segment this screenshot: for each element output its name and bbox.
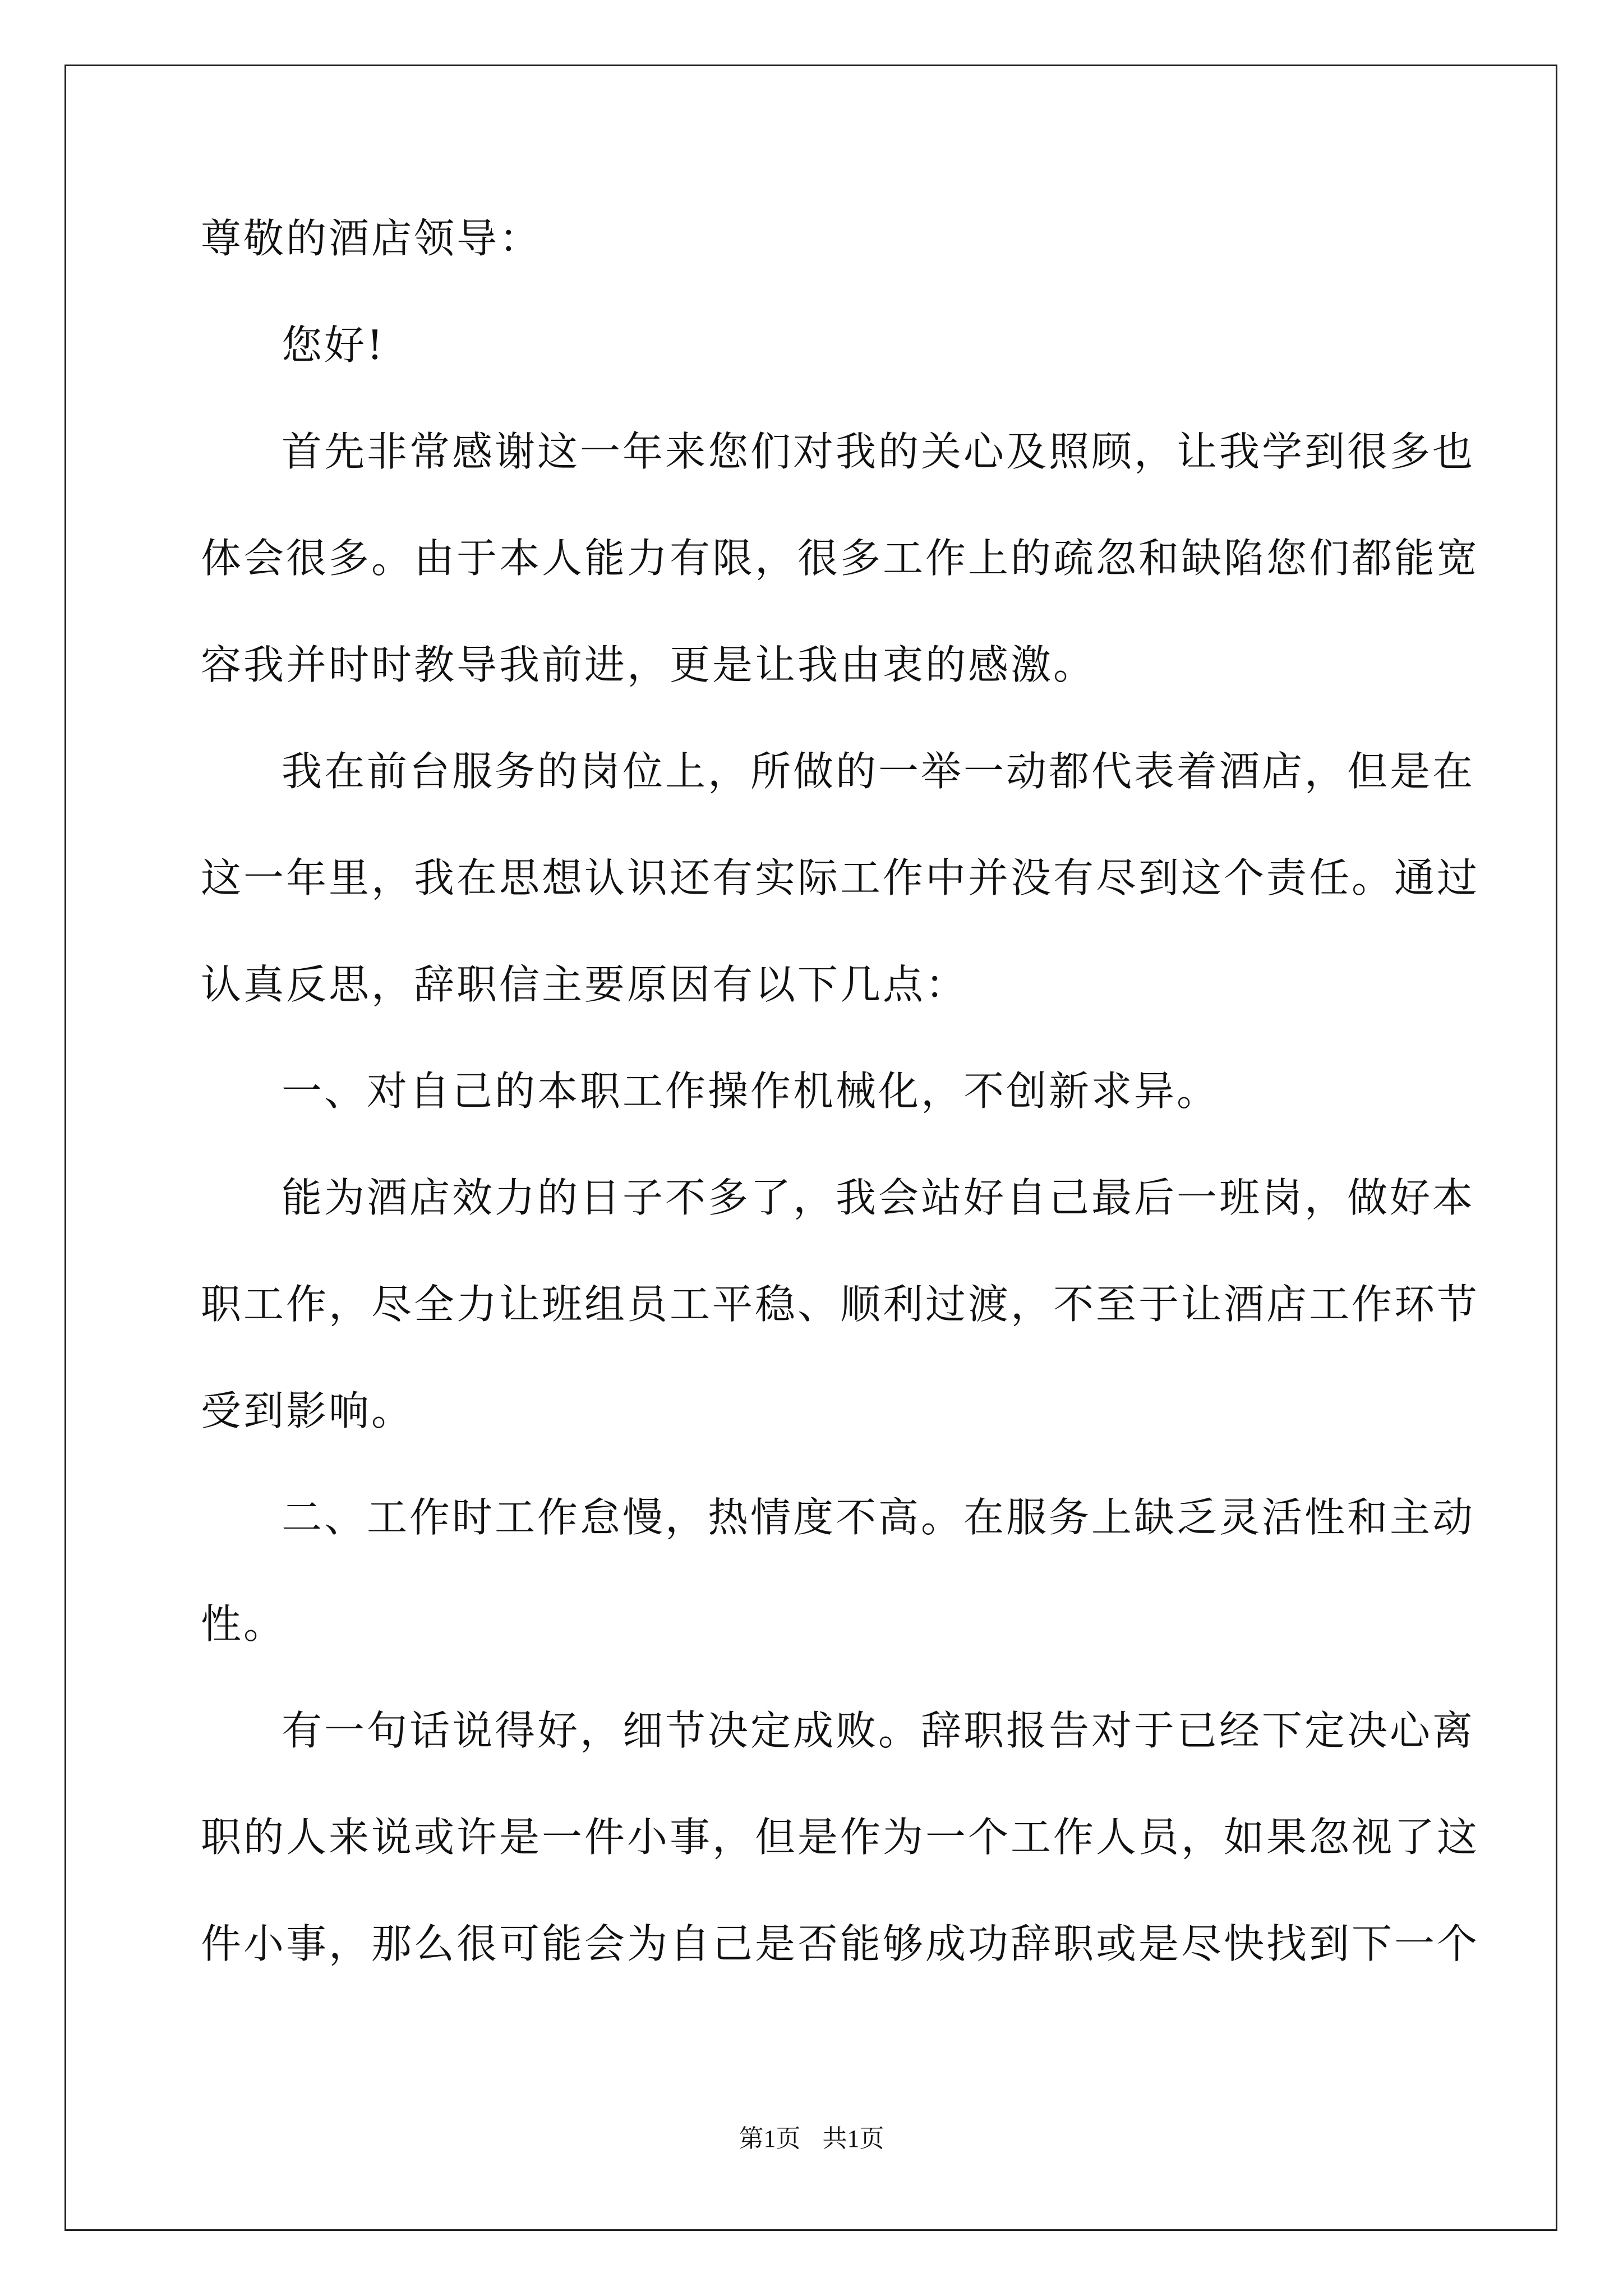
- paragraph-line: 我在前台服务的岗位上，所做的一举一动都代表着酒店，但是在: [282, 748, 1476, 795]
- paragraph-line: 二、工作时工作怠慢，热情度不高。在服务上缺乏灵活性和主动: [282, 1494, 1476, 1541]
- paragraph-line: 体会很多。由于本人能力有限，很多工作上的疏忽和缺陷您们都能宽: [201, 535, 1480, 582]
- paragraph-line: 有一句话说得好，细节决定成败。辞职报告对于已经下定决心离: [282, 1707, 1476, 1754]
- greeting: 您好!: [282, 321, 385, 369]
- paragraph-line: 这一年里，我在思想认识还有实际工作中并没有尽到这个责任。通过: [201, 854, 1480, 901]
- paragraph-line: 受到影响。: [201, 1387, 414, 1434]
- paragraph-line: 认真反思，辞职信主要原因有以下几点：: [201, 961, 969, 1008]
- page-footer: [0, 2125, 1623, 2153]
- paragraph-line: 首先非常感谢这一年来您们对我的关心及照顾，让我学到很多也: [282, 428, 1476, 475]
- page-border: [64, 65, 1557, 2231]
- paragraph-line: 职工作，尽全力让班组员工平稳、顺利过渡，不至于让酒店工作环节: [201, 1281, 1480, 1328]
- page-total: 共1页: [822, 2125, 884, 2152]
- paragraph-line: 职的人来说或许是一件小事，但是作为一个工作人员，如果忽视了这: [201, 1814, 1480, 1861]
- paragraph-line: 容我并时时教导我前进，更是让我由衷的感激。: [201, 641, 1096, 688]
- paragraph-line: 性。: [201, 1600, 287, 1648]
- paragraph-line: 件小事，那么很可能会为自己是否能够成功辞职或是尽快找到下一个: [201, 1920, 1480, 1967]
- paragraph-line: 一、对自己的本职工作操作机械化，不创新求异。: [282, 1068, 1220, 1115]
- page-number: 第1页: [739, 2125, 801, 2152]
- salutation: 尊敬的酒店领导：: [201, 215, 542, 262]
- paragraph-line: 能为酒店效力的日子不多了，我会站好自己最后一班岗，做好本: [282, 1174, 1476, 1221]
